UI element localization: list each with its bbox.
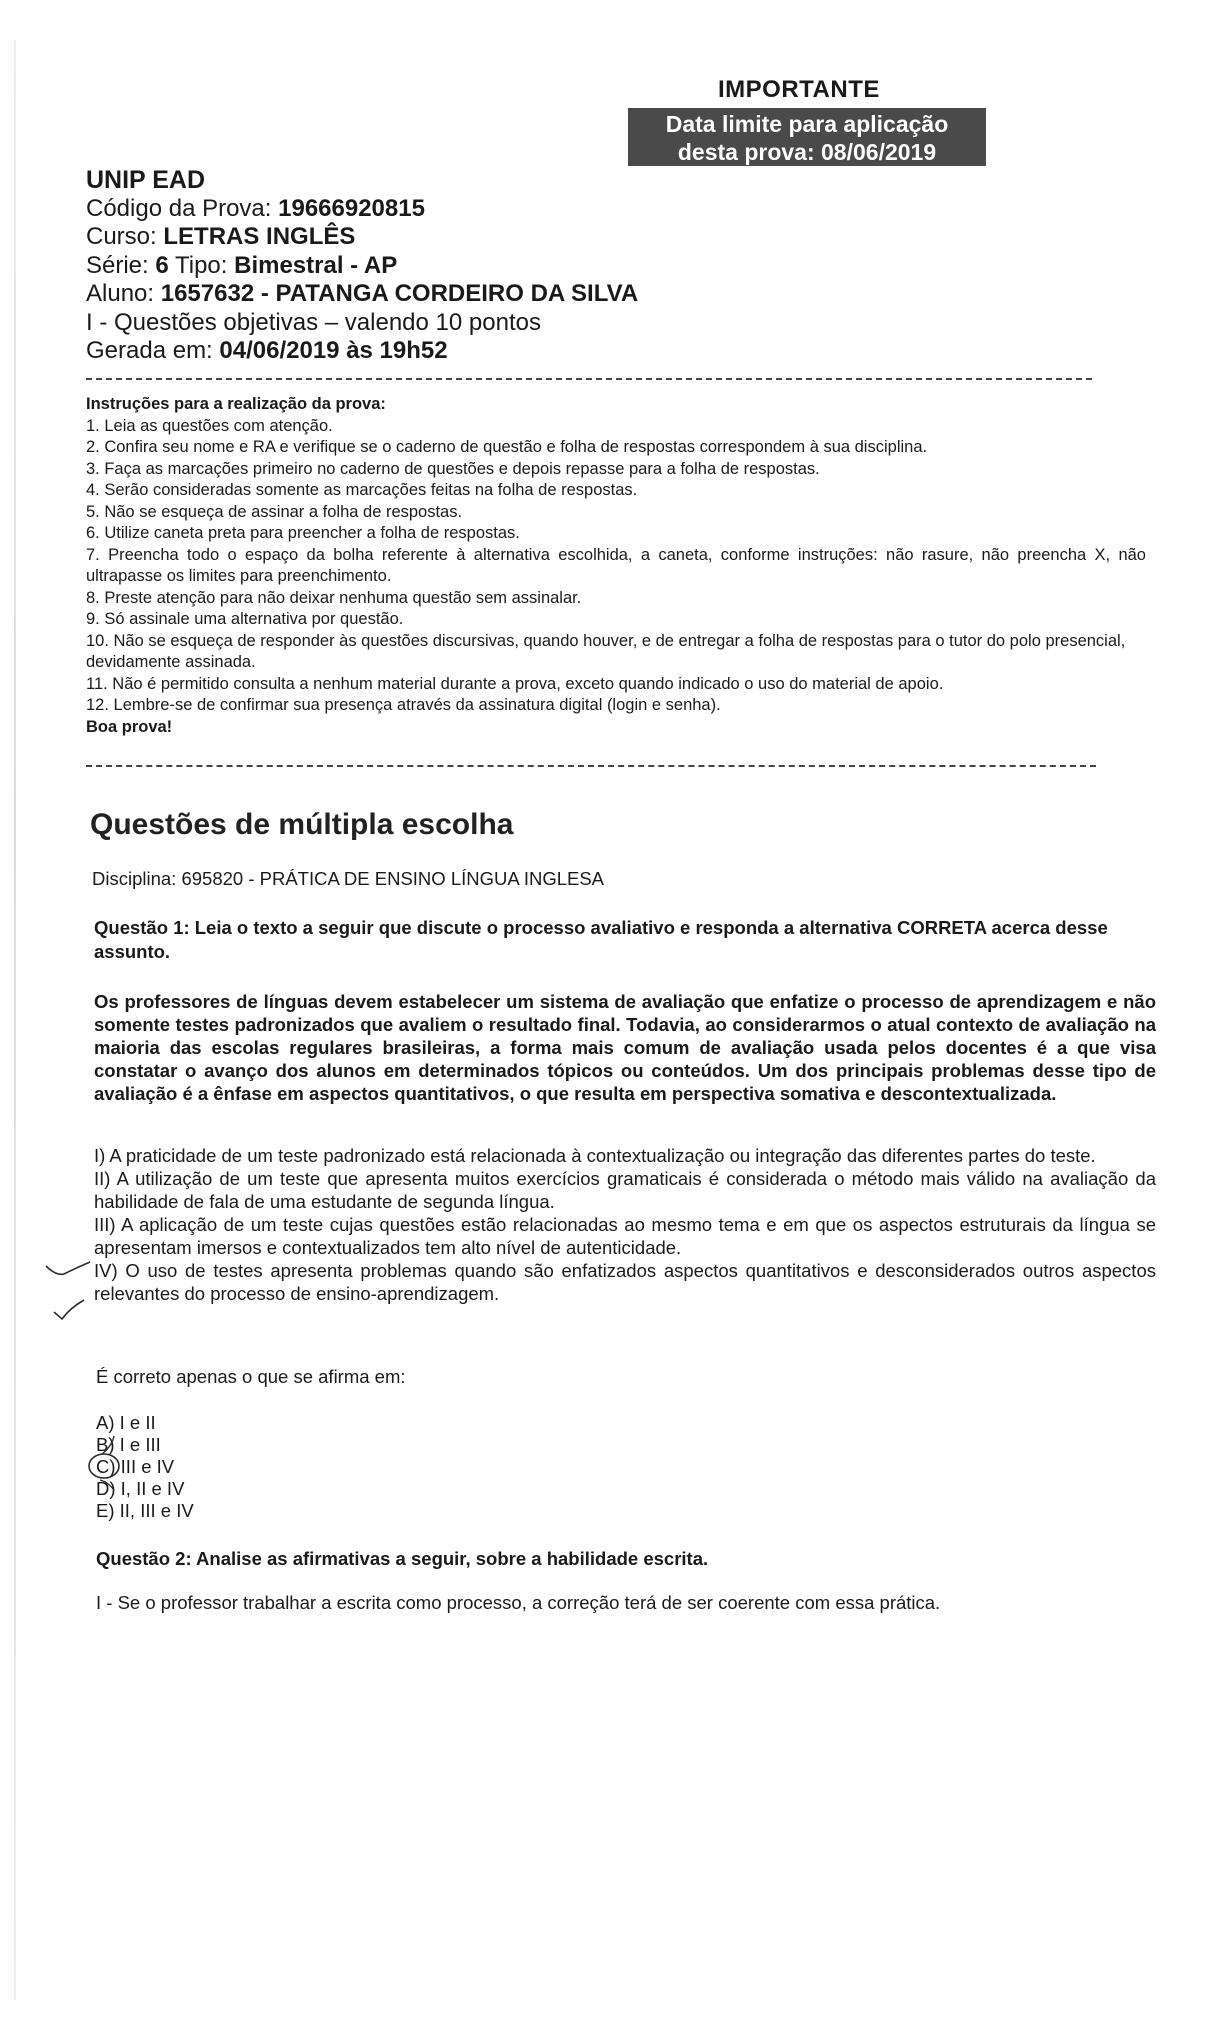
question-1-prompt: Questão 1: Leia o texto a seguir que discute o processo avaliativo e responda a alternativa CORRETA acerca desse assunto. xyxy=(94,917,1108,962)
statement-iii: III) A aplicação de um teste cujas questões estão relacionadas ao mesmo tema e em que os aspectos estruturais da língua se apresentam imersos e contextualizados tem alto nível de autenticidade. xyxy=(94,1214,1156,1258)
instruction-item: 10. Não se esqueça de responder às questões discursivas, quando houver, e de entregar a folha de respostas para o tutor do polo presencial, devidamente assinada. xyxy=(86,631,1126,671)
question-2-statement-1: I - Se o professor trabalhar a escrita como processo, a correção terá de ser coerente com essa prática. xyxy=(96,1592,941,1613)
instruction-item: 8. Preste atenção para não deixar nenhuma questão sem assinalar. xyxy=(86,588,582,607)
instruction-item: 9. Só assinale uma alternativa por questão. xyxy=(86,610,404,628)
instruction-item: 7. Preencha todo o espaço da bolha referente à alternativa escolhida, a caneta, conforme instruções: não rasure, não preencha X, não ultrapasse os limites para preenchimento. xyxy=(86,545,1146,585)
codigo-value: 19666920815 xyxy=(278,194,425,222)
gerada-value: 04/06/2019 às 19h52 xyxy=(219,337,448,364)
aluno-value: 1657632 - PATANGA CORDEIRO DA SILVA xyxy=(160,280,639,307)
option-c[interactable]: C) III e IV xyxy=(96,1456,175,1477)
option-d[interactable]: D) I, II e IV xyxy=(96,1478,185,1499)
tipo-label: Tipo: xyxy=(174,251,228,279)
deadline-line-1: Data limite para aplicação xyxy=(665,111,949,137)
institution-name: UNIP EAD xyxy=(86,166,206,194)
tipo-value: Bimestral - AP xyxy=(234,251,398,279)
instruction-item: 11. Não é permitido consulta a nenhum material durante a prova, exceto quando indicado o uso do material de apoio. xyxy=(86,674,944,693)
disciplina-line: Disciplina: 695820 - PRÁTICA DE ENSINO LÍNGUA INGLESA xyxy=(92,868,605,889)
option-e[interactable]: E) II, III e IV xyxy=(96,1500,194,1521)
instruction-item: 1. Leia as questões com atenção. xyxy=(86,416,333,435)
serie-row xyxy=(86,252,638,281)
codigo-row xyxy=(86,195,638,224)
aluno-label: Aluno: xyxy=(86,280,155,307)
important-label: IMPORTANTE xyxy=(718,76,880,103)
curso-label: Curso: xyxy=(86,223,157,250)
instruction-item: 5. Não se esqueça de assinar a folha de respostas. xyxy=(86,502,463,521)
curso-value: LETRAS INGLÊS xyxy=(163,223,356,250)
option-a[interactable]: A) I e II xyxy=(96,1412,156,1433)
statement-iv: IV) O uso de testes apresenta problemas quando são enfatizados aspectos quantitativos e desconsiderados outros aspectos relevantes do processo de ensino-aprendizagem. xyxy=(94,1260,1156,1304)
gerada-label: Gerada em: xyxy=(86,337,213,364)
instructions-closing: Boa prova! xyxy=(86,717,173,736)
exam-header xyxy=(86,166,638,366)
section-title: Questões de múltipla escolha xyxy=(90,808,514,841)
check-mark-icon xyxy=(52,1298,86,1322)
objetivas-line: I - Questões objetivas – valendo 10 pontos xyxy=(86,308,541,336)
question-2-prompt: Questão 2: Analise as afirmativas a seguir, sobre a habilidade escrita. xyxy=(96,1548,709,1569)
slash-mark-icon xyxy=(98,1434,120,1456)
correct-prompt: É correto apenas o que se afirma em: xyxy=(96,1366,406,1387)
statement-ii: II) A utilização de um teste que apresenta muitos exercícios gramaticais é considerada o método mais válido na avaliação da habilidade de fala de uma estudante de segunda língua. xyxy=(94,1168,1156,1212)
slash-mark-icon xyxy=(98,1478,120,1498)
instruction-item: 4. Serão consideradas somente as marcações feitas na folha de respostas. xyxy=(86,481,638,499)
check-mark-icon xyxy=(44,1258,94,1280)
option-b[interactable]: B) I e III xyxy=(96,1434,161,1455)
serie-label: Série: xyxy=(86,251,149,279)
divider-bottom xyxy=(86,765,1096,767)
divider-top xyxy=(86,378,1092,380)
deadline-banner xyxy=(628,108,986,166)
codigo-label: Código da Prova: xyxy=(86,194,272,222)
instructions-block xyxy=(86,394,1156,738)
instruction-item: 2. Confira seu nome e RA e verifique se o caderno de questão e folha de respostas correspondem à sua disciplina. xyxy=(86,438,928,456)
deadline-line-2: desta prova: 08/06/2019 xyxy=(677,139,937,165)
gerada-row xyxy=(86,337,638,366)
instructions-title: Instruções para a realização da prova: xyxy=(86,395,386,413)
curso-row xyxy=(86,223,638,252)
question-1-passage: Os professores de línguas devem estabelecer um sistema de avaliação que enfatize o processo de aprendizagem e não somente testes padronizados que avaliem o resultado final. Todavia, ao considerarmos o atual contexto de avaliação na maioria das escolas regulares brasileiras, a forma mais comum de avaliação usada pelos docentes é a que visa constatar o avanço dos alunos em determinados tópicos ou conteúdos. Um dos principais problemas desse tipo de avaliação é a ênfase em aspectos quantitativos, o que resulta em perspectiva somativa e descontextualizada. xyxy=(94,991,1156,1104)
scan-edge-shadow xyxy=(14,40,16,2000)
instruction-item: 6. Utilize caneta preta para preencher a folha de respostas. xyxy=(86,524,520,542)
statement-i: I) A praticidade de um teste padronizado está relacionada à contextualização ou integração das diferentes partes do teste. xyxy=(94,1145,1096,1166)
aluno-row xyxy=(86,280,638,309)
serie-value: 6 xyxy=(155,251,169,279)
instruction-item: 12. Lembre-se de confirmar sua presença através da assinatura digital (login e senha). xyxy=(86,696,721,714)
question-1-statements xyxy=(94,1144,1156,1305)
instruction-item: 3. Faça as marcações primeiro no caderno de questões e depois repasse para a folha de respostas. xyxy=(86,459,820,478)
